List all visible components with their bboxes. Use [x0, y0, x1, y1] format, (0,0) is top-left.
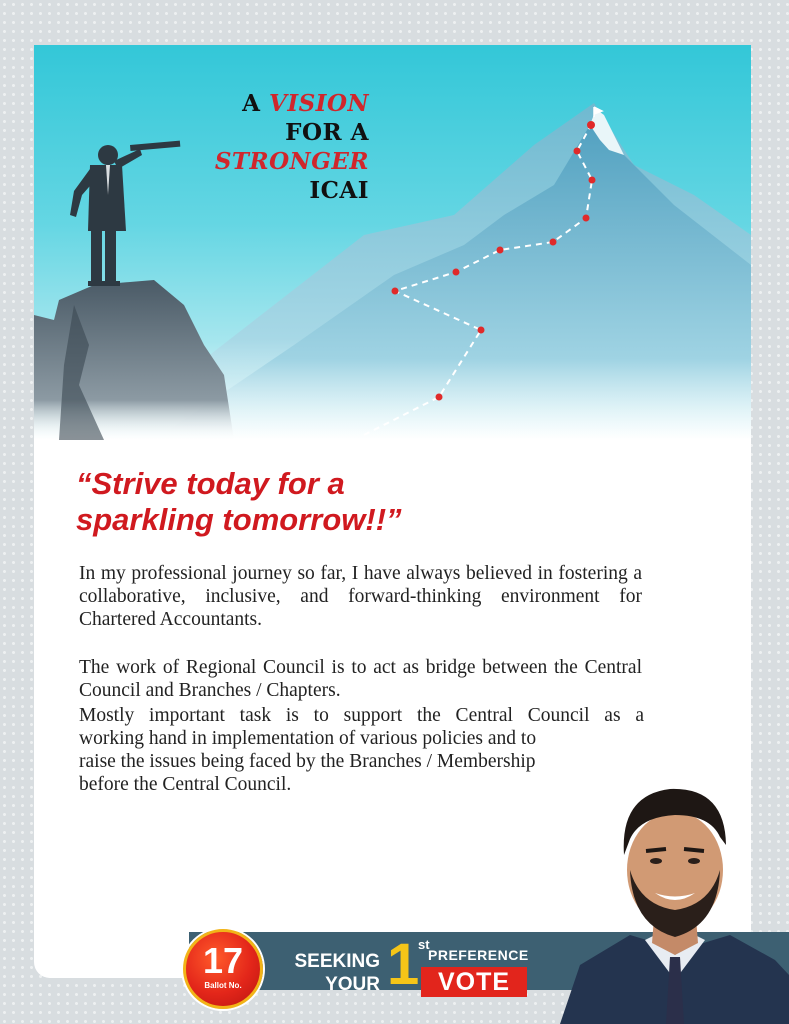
vision-headline — [215, 89, 369, 205]
slogan-quote — [76, 466, 402, 538]
headline-line2: FOR A — [285, 119, 369, 146]
task-line3: raise the issues being faced by the Branches / Membership — [79, 751, 536, 772]
seeking-your-text — [287, 950, 380, 996]
paragraph-journey: In my professional journey so far, I have always believed in fostering a collaborative, inclusive, and forward-thinking environment for Chartered Accountants. — [79, 563, 642, 630]
vote-box: VOTE — [421, 967, 527, 997]
candidate-eye-left — [650, 858, 662, 864]
candidate-eye-right — [688, 858, 700, 864]
headline-line3: STRONGER — [214, 148, 369, 175]
mountain-scene — [34, 45, 751, 440]
slogan-line1: “Strive today for a — [76, 466, 345, 501]
headline-line1-b: VISION — [268, 90, 369, 117]
slogan-line2: sparkling tomorrow!!” — [76, 502, 402, 537]
your-word: YOUR — [325, 974, 380, 995]
headline-line1-a: A — [242, 90, 269, 117]
ballot-number: 17 — [202, 940, 244, 981]
paragraph-regional-council: The work of Regional Council is to act as bridge between the Central Council and Branches / Chapters. — [79, 657, 642, 701]
first-numeral: 1 — [387, 932, 420, 997]
seeking-word: SEEKING — [294, 951, 380, 972]
ordinal-suffix: st — [418, 937, 430, 952]
task-line2: working hand in implementation of various policies and to — [79, 728, 537, 749]
businessman-silhouette — [70, 141, 180, 286]
preference-word: PREFERENCE — [428, 947, 529, 963]
candidate-photo — [560, 775, 789, 1024]
ballot-number-badge — [183, 929, 263, 1009]
hero-illustration — [34, 45, 751, 440]
task-line1: Mostly important task is to support the Central Council as a — [79, 705, 644, 726]
task-line4: before the Central Council. — [79, 774, 292, 795]
headline-line4: ICAI — [309, 177, 369, 204]
ballot-label: Ballot No. — [204, 981, 242, 990]
